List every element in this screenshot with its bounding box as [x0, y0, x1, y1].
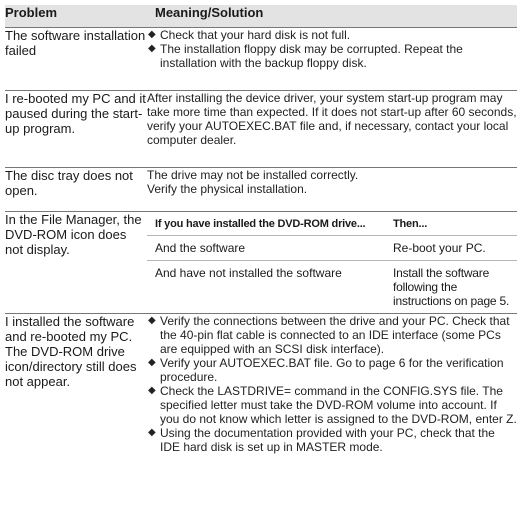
- list-item: ◆ Using the documentation provided with your PC, check that the IDE hard disk is set up in MASTER mode.: [148, 425, 495, 454]
- solution-cell: [147, 167, 517, 211]
- diamond-bullet-icon: ◆: [148, 384, 156, 396]
- problem-cell: The disc tray does not open.: [5, 167, 147, 211]
- list-item: ◆ Check the LASTDRIVE= command in the CONFIG.SYS file. The specified letter must take the DVD-ROM volume into account. If you do not know which letter is assigned to the DVD-ROM, enter Z.: [148, 383, 517, 426]
- list-item: ◆ Verify your AUTOEXEC.BAT file. Go to page 6 for the verification procedure.: [148, 355, 504, 384]
- list-item: ◆ Verify the connections between the drive and your PC. Check that the 40-pin flat cable is connected to an IDE interface (some PCs are equipped with an SCSI disk interface).: [148, 313, 510, 356]
- solution-cell: [147, 313, 517, 454]
- nested-header-row: [147, 212, 517, 236]
- nested-cell-right: Re-boot your PC.: [385, 235, 517, 260]
- list-item: ◆ Check that your hard disk is not full.: [148, 27, 351, 42]
- solution-cell: [147, 211, 517, 313]
- list-item: ◆ The installation floppy disk may be corrupted. Repeat the installation with the backup floppy disk.: [148, 41, 463, 70]
- diamond-bullet-icon: ◆: [148, 314, 156, 326]
- table-header-row: [5, 5, 517, 27]
- nested-row: [147, 235, 517, 260]
- diamond-bullet-icon: ◆: [148, 28, 156, 40]
- solution-bullet-list: [147, 314, 517, 454]
- troubleshooting-table: [5, 5, 517, 454]
- table-row: [5, 313, 517, 454]
- table-row: [5, 211, 517, 313]
- solution-column-header: Meaning/Solution: [147, 5, 517, 27]
- nested-row: [147, 260, 517, 312]
- solution-line: Verify the physical installation.: [147, 181, 308, 196]
- solution-bullet-list: [147, 28, 517, 70]
- nested-header-right: Then...: [385, 212, 517, 236]
- solution-cell: After installing the device driver, your system start-up program may take more time than expected. If it does not start-up after 60 seconds, verify your AUTOEXEC.BAT file and, if necessary, contact your local computer dealer.: [147, 90, 517, 167]
- solution-line: The drive may not be installed correctly.: [147, 167, 359, 182]
- table-row: [5, 90, 517, 167]
- nested-header-left: If you have installed the DVD-ROM drive...: [147, 212, 385, 236]
- problem-column-header: Problem: [5, 5, 147, 27]
- nested-cell-left: And have not installed the software: [155, 265, 342, 280]
- diamond-bullet-icon: ◆: [148, 42, 156, 54]
- problem-cell: The software installation failed: [5, 27, 147, 90]
- nested-condition-table: [147, 212, 517, 312]
- nested-cell-left: And the software: [147, 235, 385, 260]
- table-row: [5, 27, 517, 90]
- solution-cell: [147, 27, 517, 90]
- problem-cell: In the File Manager, the DVD-ROM icon does not display.: [5, 211, 147, 313]
- problem-cell: I installed the software and re-booted my PC. The DVD-ROM drive icon/directory still does not appear.: [5, 313, 137, 389]
- nested-cell-right: Install the software following the instructions on page 5.: [393, 265, 510, 308]
- troubleshooting-sheet: [5, 5, 517, 508]
- problem-cell: I re-booted my PC and it paused during the start-up program.: [5, 90, 147, 167]
- diamond-bullet-icon: ◆: [148, 426, 156, 438]
- table-row: [5, 167, 517, 211]
- diamond-bullet-icon: ◆: [148, 356, 156, 368]
